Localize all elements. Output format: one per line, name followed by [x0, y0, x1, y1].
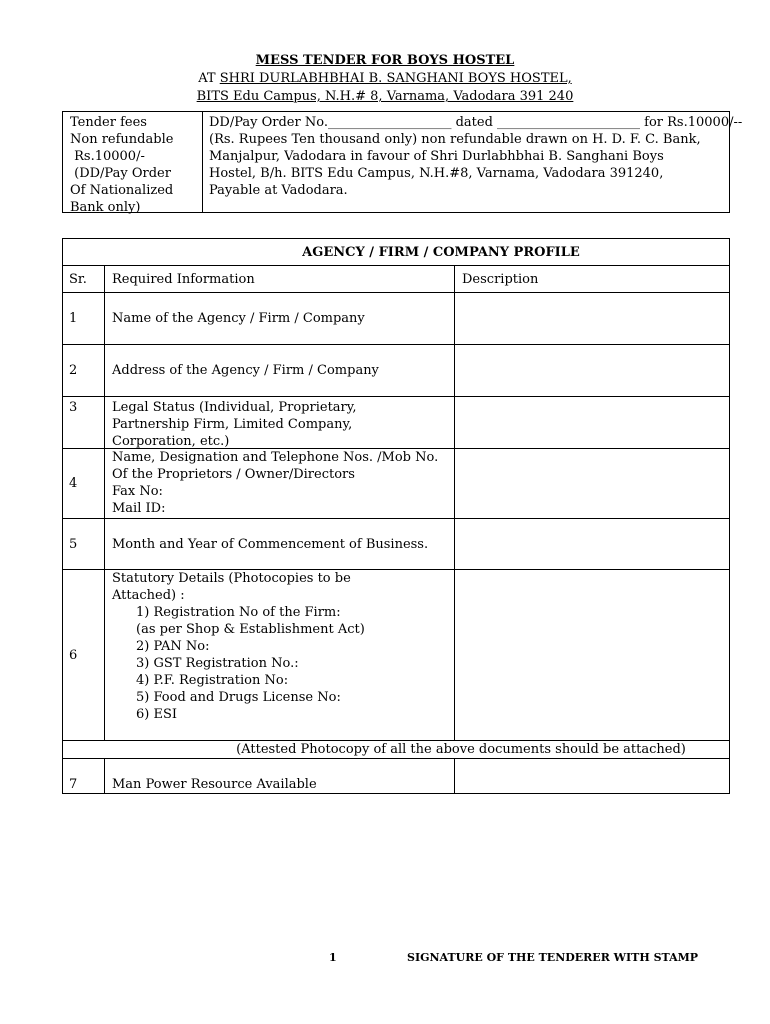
- table-row: [63, 519, 729, 570]
- tender-fees-detail: Hostel, B/h. BITS Edu Campus, N.H.#8, Varnama, Vadodara 391240,: [209, 166, 664, 181]
- row-description-field[interactable]: [455, 570, 729, 740]
- table-row: [63, 293, 729, 345]
- attested-note-row: [63, 741, 729, 759]
- table-row: [63, 397, 729, 449]
- agency-profile-table: [62, 238, 730, 794]
- tender-fees-detail: DD/Pay Order No.___________________ dated ______________________ for Rs.10000/--: [209, 115, 743, 130]
- row-description-field[interactable]: [455, 293, 729, 344]
- hostel-address: BITS Edu Campus, N.H.# 8, Varnama, Vadodara 391 240: [196, 89, 574, 104]
- row-sr: 6: [63, 570, 105, 740]
- profile-title: AGENCY / FIRM / COMPANY PROFILE: [302, 244, 580, 260]
- row-description-field[interactable]: [455, 759, 729, 793]
- row-sr: 2: [63, 345, 105, 396]
- row-required-info: Man Power Resource Available: [105, 759, 455, 793]
- row-required-info: Month and Year of Commencement of Business.: [105, 519, 455, 569]
- page-number: 1: [329, 951, 337, 964]
- tender-fees-detail: Payable at Vadodara.: [209, 183, 348, 198]
- tender-fees-label: Non refundable: [70, 132, 174, 147]
- row-required-info: Name of the Agency / Firm / Company: [105, 293, 455, 344]
- tender-fees-label-cell: [63, 112, 203, 215]
- tender-fees-label: Bank only): [70, 200, 141, 215]
- table-row: [63, 570, 729, 741]
- tender-fees-table: [62, 111, 743, 215]
- table-header-row: [63, 266, 729, 293]
- table-row: [63, 345, 729, 397]
- tender-fees-detail: (Rs. Rupees Ten thousand only) non refundable drawn on H. D. F. C. Bank,: [209, 132, 701, 147]
- header-sr: Sr.: [63, 266, 105, 292]
- document-title: MESS TENDER FOR BOYS HOSTEL: [255, 53, 515, 68]
- row-required-info: Statutory Details (Photocopies to be Attached) : 1) Registration No of the Firm: (as per Shop & Establishment Act) 2) PAN No: 3) GST Registration No.: 4) P.F. Registration No: 5) Food and Drugs License No: 6) ESI: [105, 570, 455, 740]
- row-sr: 4: [63, 449, 105, 518]
- row-sr: 3: [63, 397, 105, 448]
- tender-fees-details-cell: [203, 112, 743, 212]
- header-required-info: Required Information: [105, 266, 455, 292]
- hostel-name: SHRI DURLABHBHAI B. SANGHANI BOYS HOSTEL,: [219, 71, 572, 86]
- row-description-field[interactable]: [455, 449, 729, 518]
- tender-fees-label: Tender fees: [70, 115, 147, 130]
- row-required-info: Name, Designation and Telephone Nos. /Mob No. Of the Proprietors / Owner/Directors Fax No: Mail ID:: [105, 449, 455, 518]
- signature-label: SIGNATURE OF THE TENDERER WITH STAMP: [407, 951, 699, 964]
- header-description: Description: [462, 271, 539, 287]
- row-description-field[interactable]: [455, 397, 729, 448]
- document-header: [0, 52, 770, 106]
- tender-fees-label: Of Nationalized: [70, 183, 174, 198]
- row-sr: 1: [63, 293, 105, 344]
- row-sr: 7: [63, 759, 105, 793]
- profile-title-row: [63, 239, 729, 266]
- hostel-name-line: AT SHRI DURLABHBHAI B. SANGHANI BOYS HOSTEL,: [198, 71, 572, 86]
- table-row: [63, 759, 729, 793]
- table-row: [63, 449, 729, 519]
- row-sr: 5: [63, 519, 105, 569]
- row-description-field[interactable]: [455, 345, 729, 396]
- tender-fees-label: Rs.10000/-: [70, 149, 145, 164]
- tender-fees-label: (DD/Pay Order: [70, 166, 171, 181]
- tender-fees-detail: Manjalpur, Vadodara in favour of Shri Durlabhbhai B. Sanghani Boys: [209, 149, 664, 164]
- attested-note: (Attested Photocopy of all the above documents should be attached): [236, 742, 686, 757]
- row-required-info: Address of the Agency / Firm / Company: [105, 345, 455, 396]
- row-required-info: Legal Status (Individual, Proprietary, Partnership Firm, Limited Company, Corporation, etc.): [105, 397, 455, 448]
- row-description-field[interactable]: [455, 519, 729, 569]
